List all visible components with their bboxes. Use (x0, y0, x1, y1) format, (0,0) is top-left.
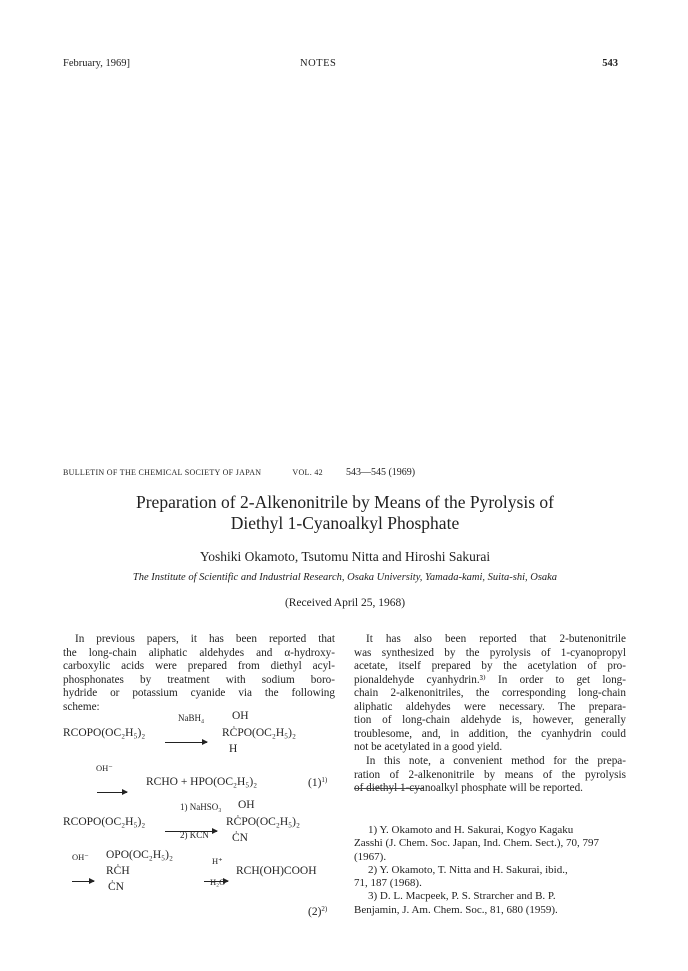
scheme1-base: OH⁻ (96, 763, 113, 773)
equation-2-ref: 2) (321, 905, 328, 913)
scheme1-reagent: NaBH₄ (178, 713, 205, 723)
text-line: acetate, itself prepared by the acetylation of pro- (354, 660, 626, 672)
scheme1-products: RCHO + HPO(OC₂H₅)₂ (146, 776, 258, 788)
text-line: carboxylic acids were prepared from diethyl acyl- (63, 660, 335, 672)
title-line-1: Preparation of 2-Alkenonitrile by Means of the Pyrolysis of (136, 492, 554, 512)
text-line: hydride or potassium cyanide via the following (63, 687, 335, 699)
text-line: the long-chain aliphatic aldehydes and α-hydroxy- (63, 646, 335, 659)
scheme1-oh: OH (232, 710, 249, 722)
institution: The Institute of Scientific and Industrial Research, Osaka University, Yamada-kami, Suita-shi, Osaka (132, 572, 558, 583)
scheme2-base: OH⁻ (72, 852, 89, 862)
text-line: aliphatic aldehydes were necessary. The prepara- (354, 700, 626, 713)
scheme2-cn: ĊN (232, 832, 248, 844)
text-line: chain 2-alkenonitriles, the corresponding long-chain (354, 687, 626, 699)
text-line: It has also been reported that 2-butenonitrile (366, 633, 626, 645)
scheme2-reagent-2: 2) KCN (180, 830, 209, 840)
scheme1-reactant: RCOPO(OC₂H₅)₂ (63, 727, 146, 739)
text-line: pionaldehyde cyanhydrin.³⁾ In order to get long- (354, 673, 626, 686)
scheme2-water: H₂O (210, 877, 226, 887)
journal-pages: 543—545 (1969) (345, 467, 416, 478)
scheme2-reactant: RCOPO(OC₂H₅)₂ (63, 816, 146, 828)
footnote-rule (354, 788, 424, 789)
scheme2-cn-2: ĊN (108, 881, 124, 893)
text-line: scheme: (63, 700, 100, 713)
running-header-date: February, 1969] (63, 58, 130, 69)
journal-name: BULLETIN OF THE CHEMICAL SOCIETY OF JAPAN (63, 468, 262, 477)
text-line: was synthesized by the pyrolysis of 1-cyanopropyl (354, 646, 626, 659)
text-line: In this note, a convenient method for the prepa- (366, 755, 626, 767)
article-title (60, 492, 630, 534)
scheme1-arrow-2 (97, 783, 127, 801)
scheme2-oh: OH (238, 799, 255, 811)
text-line: In previous papers, it has been reported that (75, 633, 335, 645)
equation-2-number: $(2)^{2)}$ (308, 905, 328, 918)
text-line: of diethyl 1-cyanoalkyl phosphate will be reported. (354, 782, 583, 794)
scheme1-intermediate: RĊPO(OC₂H₅)₂ (222, 727, 297, 739)
intro-paragraph (63, 633, 335, 714)
title-line-2: Diethyl 1-Cyanoalkyl Phosphate (230, 513, 460, 533)
text-line: not be acetylated in a good yield. (354, 741, 503, 753)
reference-3: 3) D. L. Macpeek, P. S. Strarcher and B. P. Benjamin, J. Am. Chem. Soc., 81, 680 (1959). (354, 890, 558, 916)
reference-list (354, 824, 626, 917)
text-line: tion of long-chain aldehyde is, however, generally (354, 714, 626, 726)
scheme1-h: H (229, 743, 238, 755)
purpose-paragraph (354, 755, 626, 796)
equation-1-number: $(1)^{1)}$ (308, 776, 328, 789)
equation-1-ref: 1) (321, 776, 328, 784)
reference-1: 1) Y. Okamoto and H. Sakurai, Kogyo Kagaku Zasshi (J. Chem. Soc. Japan, Ind. Chem. Sect.), 70, 797 (1967). (354, 824, 600, 863)
scheme2-product: RCH(OH)COOH (236, 865, 317, 877)
reference-2: 2) Y. Okamoto, T. Nitta and H. Sakurai, ibid., 71, 187 (1968). (354, 863, 568, 890)
scheme2-arrow-2 (72, 872, 94, 890)
scheme2-opo: OPO(OC₂H₅)₂ (106, 849, 173, 861)
text-line: troublesome, and, in addition, the cyanhydrin could (354, 727, 626, 740)
bulletin-line (63, 467, 625, 478)
journal-volume: VOL. 42 (292, 468, 323, 477)
scheme2-intermediate: RĊPO(OC₂H₅)₂ (226, 816, 301, 828)
author-list: Yoshiki Okamoto, Tsutomu Nitta and Hiroshi Sakurai (199, 549, 491, 564)
scheme1-arrow (165, 733, 207, 751)
received-date: (Received April 25, 1968) (284, 597, 406, 609)
page-number: 543 (602, 58, 618, 69)
scheme2-acid: H⁺ (212, 856, 223, 866)
text-line: phosphonates by treatment with sodium boro- (63, 673, 335, 686)
scheme2-reagent-1: 1) NaHSO₃ (180, 802, 222, 812)
scheme2-rch: RĊH (106, 865, 130, 877)
running-header-section: NOTES (300, 58, 337, 69)
context-paragraph (354, 633, 626, 755)
text-line: ration of 2-alkenonitrile by means of the pyrolysis (354, 768, 626, 781)
